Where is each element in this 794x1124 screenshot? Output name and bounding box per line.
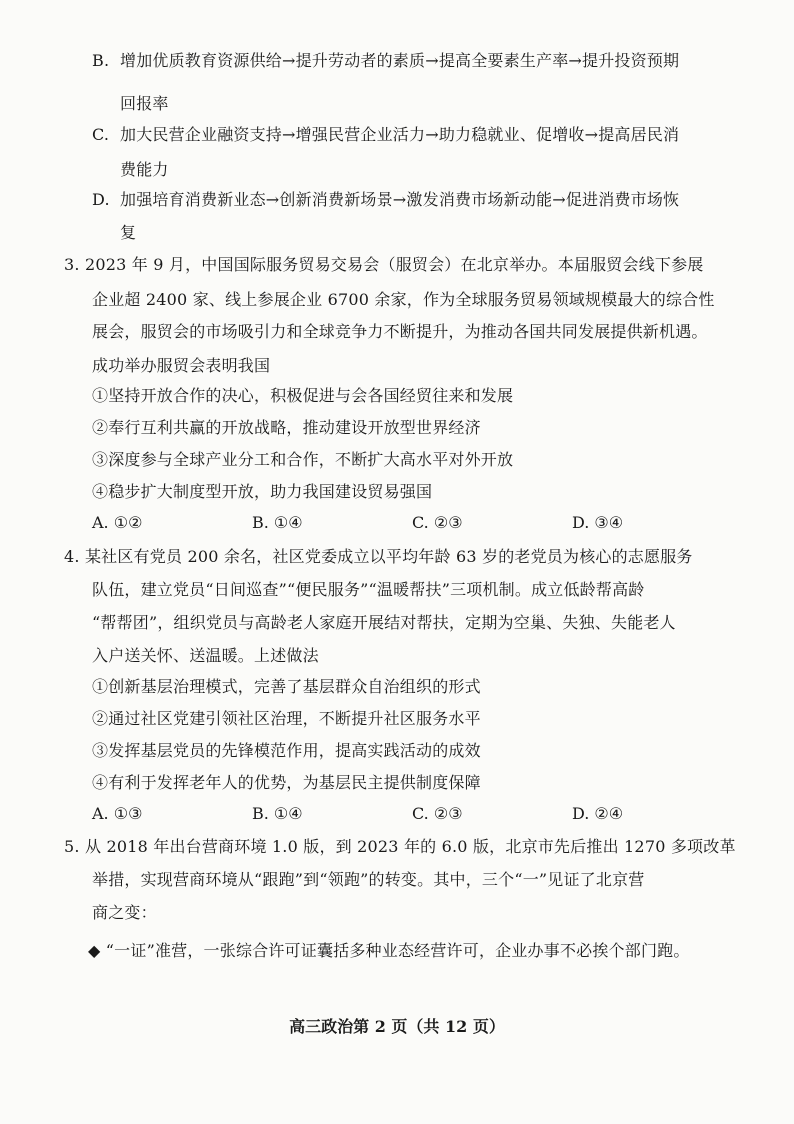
q3-choices xyxy=(92,512,732,534)
q2-option-b-line1 xyxy=(92,50,679,72)
q3-stem-line1: 3. 2023 年 9 月，中国国际服务贸易交易会（服贸会）在北京举办。本届服贸会线下参展 xyxy=(64,255,704,274)
q2-option-b-line2: 回报率 xyxy=(120,94,169,113)
q4-stem-line2: 队伍，建立党员“日间巡查”“便民服务”“温暖帮扶”三项机制。成立低龄帮高龄 xyxy=(92,580,645,599)
q3-stem-line2: 企业超 2400 家、线上参展企业 6700 余家，作为全球服务贸易领域规模最大的综合性 xyxy=(92,290,715,309)
q4-choice-c: C. ②③ xyxy=(412,804,463,823)
q3-choice-c: C. ②③ xyxy=(412,513,463,532)
q2-option-d-letter: D. xyxy=(92,190,110,209)
q2-option-c-line1 xyxy=(92,124,679,146)
q4-choice-a: A. ①③ xyxy=(92,804,143,823)
q4-statement-2: ②通过社区党建引领社区治理，不断提升社区服务水平 xyxy=(92,709,481,728)
q2-option-b-letter: B. xyxy=(92,51,110,70)
q4-choice-b: B. ①④ xyxy=(252,804,303,823)
q2-option-d-line2: 复 xyxy=(120,223,137,242)
q2-option-c-letter: C. xyxy=(92,125,110,144)
q3-choice-a: A. ①② xyxy=(92,513,143,532)
q5-bullet-1: ◆ “一证”准营，一张综合许可证囊括多种业态经营许可，企业办事不必挨个部门跑。 xyxy=(88,941,690,960)
q4-stem-line1: 4. 某社区有党员 200 余名，社区党委成立以平均年龄 63 岁的老党员为核心的志愿服务 xyxy=(64,547,693,566)
q4-stem-line4: 入户送关怀、送温暖。上述做法 xyxy=(92,646,319,665)
q4-statement-1: ①创新基层治理模式，完善了基层群众自治组织的形式 xyxy=(92,677,481,696)
q4-stem-line3: “帮帮团”，组织党员与高龄老人家庭开展结对帮扶，定期为空巢、失独、失能老人 xyxy=(92,613,676,632)
q3-stem-line3: 展会，服贸会的市场吸引力和全球竞争力不断提升，为推动各国共同发展提供新机遇。 xyxy=(92,322,708,341)
q4-choices xyxy=(92,803,732,825)
q4-statement-4: ④有利于发挥老年人的优势，为基层民主提供制度保障 xyxy=(92,773,481,792)
q2-option-c-line2: 费能力 xyxy=(120,160,169,179)
q3-statement-2: ②奉行互利共赢的开放战略，推动建设开放型世界经济 xyxy=(92,418,481,437)
q2-option-d-text: 加强培育消费新业态→创新消费新场景→激发消费市场新动能→促进消费市场恢 xyxy=(120,190,680,209)
q5-stem-line3: 商之变： xyxy=(92,903,157,922)
q3-statement-1: ①坚持开放合作的决心，积极促进与会各国经贸往来和发展 xyxy=(92,386,514,405)
q5-stem-line1: 5. 从 2018 年出台营商环境 1.0 版，到 2023 年的 6.0 版，北京市先后推出 1270 多项改革 xyxy=(64,837,736,856)
q2-option-b-text: 增加优质教育资源供给→提升劳动者的素质→提高全要素生产率→提升投资预期 xyxy=(120,51,680,70)
q3-choice-d: D. ③④ xyxy=(572,513,624,532)
q4-choice-d: D. ②④ xyxy=(572,804,624,823)
q2-option-c-text: 加大民营企业融资支持→增强民营企业活力→助力稳就业、促增收→提高居民消 xyxy=(120,125,680,144)
q2-option-d-line1 xyxy=(92,189,679,211)
page-footer: 高三政治第 2 页（共 12 页） xyxy=(289,1017,505,1036)
q3-stem-line4: 成功举办服贸会表明我国 xyxy=(92,356,271,375)
q3-statement-3: ③深度参与全球产业分工和合作，不断扩大高水平对外开放 xyxy=(92,450,514,469)
q3-statement-4: ④稳步扩大制度型开放，助力我国建设贸易强国 xyxy=(92,482,433,501)
q3-choice-b: B. ①④ xyxy=(252,513,303,532)
q4-statement-3: ③发挥基层党员的先锋模范作用，提高实践活动的成效 xyxy=(92,741,481,760)
q5-stem-line2: 举措，实现营商环境从“跟跑”到“领跑”的转变。其中，三个“一”见证了北京营 xyxy=(92,870,645,889)
